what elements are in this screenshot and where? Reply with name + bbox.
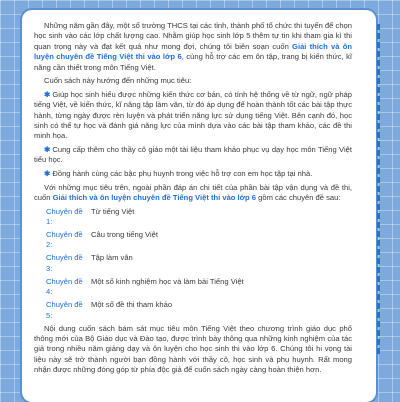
goals-heading: Cuốn sách này hướng đến những mục tiêu:: [44, 76, 192, 86]
bullet-icon: ✱: [44, 145, 51, 155]
goal-bullet: ✱ Cung cấp thêm cho thầy cô giáo một tài liệu tham khảo phục vụ dạy học môn Tiếng Việt tiểu học.: [34, 145, 352, 165]
chapter-list: [34, 207, 352, 321]
goal-bullet: ✱ Giúp học sinh hiểu được những kiến thức cơ bản, có tính hệ thống về từ ngữ, ngữ pháp tiếng Việt, về kiến thức, kĩ năng tập làm văn, từ đó áp dụng để hoàn thành tốt các bài tập thực hành, từng ngày được rèn luyện và phát triển năng lực sử dụng tiếng Việt. Bên cạnh đó, học sinh có thể tự học và đánh giá năng lực của mình dựa vào các bài tập tham khảo, các đề thi minh họa.: [34, 89, 352, 141]
chapter-item: Chuyên đề 4: Một số kinh nghiệm học và làm bài Tiếng Việt: [46, 276, 244, 297]
book-title: Giải thích và ôn luyện chuyên đề Tiếng Việt thi vào lớp 6: [52, 193, 257, 203]
intro-paragraph: Những năm gần đây, một số trường THCS tại các tỉnh, thành phố tổ chức thi tuyển để chọn học sinh vào các lớp chất lượng cao. Nhằm giúp học sinh lớp 5 thêm tự tin khi tham gia kì thi quan trọng này và đạt kết quả như mong đợi, chúng tôi biên soạn cuốn Giải thích và ôn luyện chuyên đề Tiếng Việt thi vào lớp 6, cùng hỗ trợ các em ôn tập, trang bị kiến thức, kĩ năng cần thiết trong môn Tiếng Việt.: [34, 21, 352, 72]
chapter-item: Chuyên đề 2: Câu trong tiếng Việt: [46, 230, 158, 250]
chapter-item: Chuyên đề 5: Một số đề thi tham khảo: [46, 300, 173, 320]
chapters-intro: Với những mục tiêu trên, ngoài phần đáp án chi tiết của phần bài tập vận dụng và đề thi, cuốn Giải thích và ôn luyện chuyên đề Tiếng Việt thi vào lớp 6 gồm các chuyên đề sau:: [34, 182, 352, 203]
book-title: Giải thích và ôn luyện chuyên đề Tiếng Việt thi vào lớp 6: [34, 41, 352, 62]
chapter-item: Chuyên đề 3: Tập làm văn: [46, 253, 133, 273]
bullet-icon: ✱: [44, 89, 51, 99]
chapter-item: Chuyên đề 1: Từ tiếng Việt: [46, 206, 135, 227]
closing-paragraph: Nội dung cuốn sách bám sát mục tiêu môn Tiếng Việt theo chương trình giáo dục phổ thông mới của Bộ Giáo dục và Đào tạo, được trình bày thông qua những kinh nghiệm của tác giả trong nhiều năm giảng dạy và ôn luyện cho học sinh thi vào lớp 6. Chúng tôi hi vọng tài liệu này sẽ trở thành người bạn đồng hành với thầy cô, học sinh và phụ huynh. Rất mong nhận được những đóng góp từ phía độc giả để cuốn sách ngày càng hoàn thiện hơn.: [34, 323, 352, 375]
dashed-border-decoration: [371, 24, 380, 354]
goal-bullet: ✱ Đồng hành cùng các bậc phụ huynh trong việc hỗ trợ con em học tập tại nhà.: [44, 169, 313, 179]
preface-text: [34, 21, 352, 379]
bullet-icon: ✱: [44, 169, 51, 179]
